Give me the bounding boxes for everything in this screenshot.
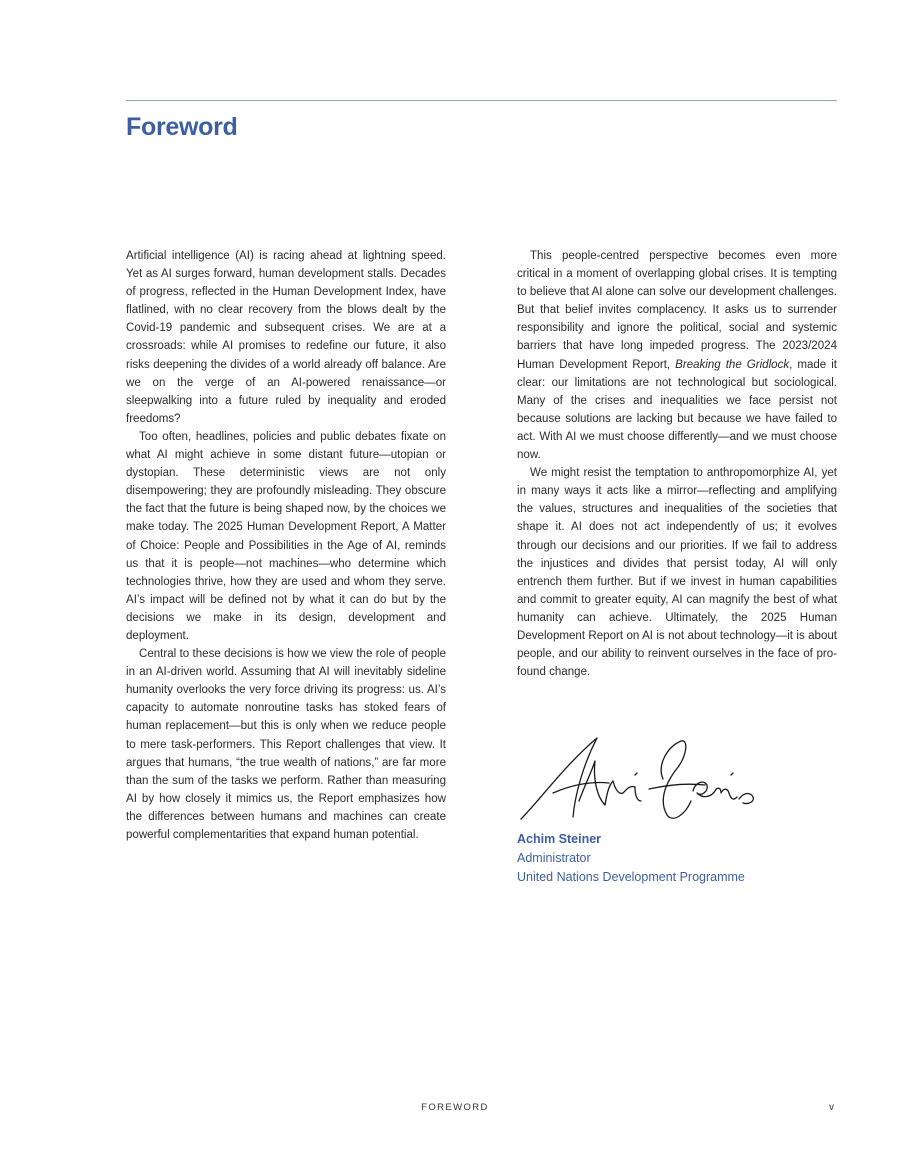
signatory-organization: United Nations Development Programme: [517, 870, 745, 884]
report-title: Breaking the Gridlock: [675, 358, 790, 371]
page-title: Foreword: [126, 113, 238, 141]
paragraph-text: , made it clear: our limitations are not technological but sociological. Many of the crises and inequalities we face persist not because solutions are lacking but because we have failed to act. With AI we must choose differently—and we must choose now.: [517, 358, 837, 462]
header-rule: [126, 100, 837, 101]
signatory-name: Achim Steiner: [517, 832, 602, 846]
paragraph-text: This people-centred perspective becomes even more critical in a moment of overlapping global crises. It is tempting to believe that AI alone can solve our development challenges. But that belief invites complacency. It asks us to surrender responsibility and ignore the political, social and systemic barriers that have long impeded progress. The 2023/2024 Human Development Report,: [517, 250, 837, 371]
paragraph: We might resist the temptation to anthropomorphize AI, yet in many ways it acts like a mirror—reflecting and amplifying the values, structures and inequalities of the societies that shape it. AI does not act independently of us; it evolves through our decisions and our priorities. If we fail to address the injustices and divides that persist today, AI will only entrench them further. But if we invest in human capabilities and commit to greater equity, AI can magnify the best of what humanity can achieve. Ultimately, the 2025 Human Development Report on AI is not about technology—it is about people, and our ability to reinvent ourselves in the face of profound change.: [517, 467, 837, 679]
page-number: v: [829, 1102, 834, 1113]
paragraph: Too often, headlines, policies and public debates fixate on what AI might achieve in some distant future—utopian or dystopian. These deterministic views are not only disempowering; they are profoundly misleading. They obscure the fact that the future is being shaped now, by the choices we make today. The 2025 Human Development Report, A Matter of Choice: People and Possibilities in the Age of AI, reminds us that it is people—not machines—who determine which technologies thrive, how they are used and whom they serve. AI’s impact will be defined not by what it can do but by the decisions we make in its design, development and deployment.: [126, 430, 446, 642]
signatory-role: Administrator: [517, 851, 591, 865]
paragraph: Central to these decisions is how we view the role of people in an AI-driven world. Assuming that AI will inevitably sideline humanity overlooks the very force driving its progress: us. AI’s capacity to automate nonroutine tasks has stoked fears of human replacement—but this is only when we reduce people to mere task-performers. This Report challenges that view. It argues that humans, “the true wealth of nations,” are far more than the sum of the tasks we perform. Rather than measuring AI by how closely it mimics us, the Report emphasizes how the differences between humans and machines can create powerful complementarities that expand human potential.: [126, 648, 446, 841]
handwritten-signature: [517, 735, 777, 825]
running-footer: FOREWORD: [421, 1102, 489, 1113]
left-column: [126, 247, 446, 844]
paragraph: Artificial intelligence (AI) is racing ahead at lightning speed. Yet as AI surges forward, human development stalls. Decades of progress, reflected in the Human Development Index, have flatlined, with no clear recovery from the blows dealt by the Covid-19 pandemic and subsequent crises. We are at a crossroads: while AI promises to redefine our future, it also risks deepening the divides of a world already off balance. Are we on the verge of an AI-powered renaissance—or sleepwalking into a future ruled by inequality and eroded freedoms?: [126, 250, 446, 425]
paragraph: [517, 247, 837, 464]
right-column: [517, 247, 837, 681]
signature-drawing: [517, 735, 777, 825]
signatory: [517, 830, 745, 887]
